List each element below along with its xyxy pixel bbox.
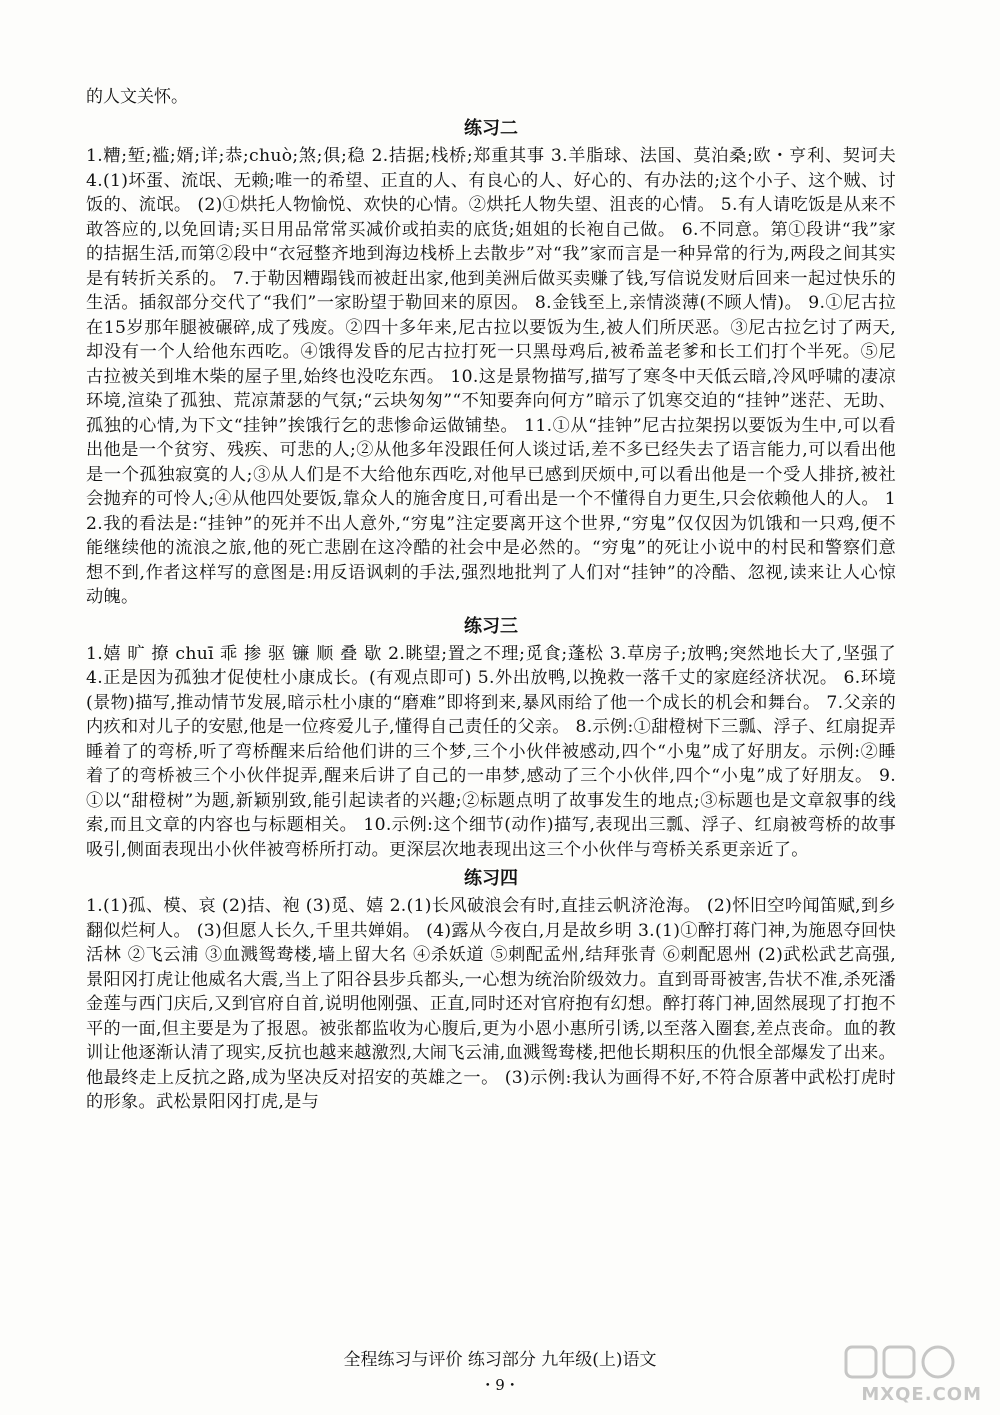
watermark-logo-icon (838, 1343, 988, 1387)
footer-book-title: 全程练习与评价 练习部分 九年级(上)语文 (343, 1350, 657, 1370)
section-body: 1.(1)孤、模、哀 (2)拮、袍 (3)觅、嬉 2.(1)长风破浪会有时,直挂云帆济沧海。 (2)怀旧空吟闻笛赋,到乡翻似烂柯人。 (3)但愿人长久,千里共婵娟。 (4)露从今夜白,月是故乡明 3.(1)①醉打蒋门神,为施恩夺回快活林 ②飞云浦 ③血溅鸳鸯楼,墙上留大名 ④杀妖道 ⑤刺配孟州,结拜张青 ⑥刺配恩州 (2)武松武艺高强,景阳冈打虎让他威名大震,当上了阳谷县步兵都头,一心想为统治阶级效力。直到哥哥被害,告状不准,杀死潘金莲与西门庆后,又到官府自首,说明他刚强、正直,同时还对官府抱有幻想。醉打蒋门神,固然展现了打抱不平的一面,但主要是为了报恩。被张都监收为心腹后,更为小恩小惠所引诱,以至落入圈套,差点丧命。血的教训让他逐渐认清了现实,反抗也越来越激烈,大闹飞云浦,血溅鸳鸯楼,把他长期积压的仇恨全部爆发了出来。他最终走上反抗之路,成为坚决反对招安的英雄之一。 (3)示例:我认为画得不好,不符合原著中武松打虎时的形象。武松景阳冈打虎,是与 (86, 896, 896, 1112)
section-title: 练习四 (464, 868, 518, 889)
page-number: ・9・ (480, 1376, 520, 1394)
section-body: 1.糟;堑;褴;婿;详;恭;chuò;煞;俱;稳 2.拮据;栈桥;郑重其事 3.羊脂球、法国、莫泊桑;欧・亨利、契诃夫 4.(1)坏蛋、流氓、无赖;唯一的希望、正直的人、有良心的人、好心的、有办法的;这个小子、这个贼、讨饭的、流氓。 (2)①烘托人物愉悦、欢快的心情。②烘托人物失望、沮丧的心情。 5.有人请吃饭是从来不敢答应的,以免回请;买日用品常常买减价或拍卖的底货;姐姐的长袍自己做。 6.不同意。第①段讲“我”家的拮据生活,而第②段中“衣冠整齐地到海边栈桥上去散步”对“我”家而言是一种异常的行为,两段之间其实是有转折关系的。 7.于勒因糟蹋钱而被赶出家,他到美洲后做买卖赚了钱,写信说发财后回来一起过快乐的生活。插叙部分交代了“我们”一家盼望于勒回来的原因。 8.金钱至上,亲情淡薄(不顾人情)。 9.①尼古拉在15岁那年腿被碾碎,成了残废。②四十多年来,尼古拉以要饭为生,被人们所厌恶。③尼古拉乞讨了两天,却没有一个人给他东西吃。④饿得发昏的尼古拉打死一只黑母鸡后,被希盖老爹和长工们打个半死。⑤尼古拉被关到堆木柴的屋子里,始终也没吃东西。 10.这是景物描写,描写了寒冬中天低云暗,冷风呼啸的凄凉环境,渲染了孤独、荒凉萧瑟的气氛;“云块匆匆”“不知要奔向何方”暗示了饥寒交迫的“挂钟”迷茫、无助、孤独的心情,为下文“挂钟”挨饿行乞的悲惨命运做铺垫。 11.①从“挂钟”尼古拉架拐以要饭为生中,可以看出他是一个贫穷、残疾、可悲的人;②从他多年没跟任何人谈过话,差不多已经失去了语言能力,可以看出他是一个孤独寂寞的人;③从人们是不大给他东西吃,对他早已感到厌烦中,可以看出他是一个受人排挤,被社会抛弃的可怜人;④从他四处要饭,靠众人的施舍度日,可看出是一个不懂得自力更生,只会依赖他人的人。 12.我的看法是:“挂钟”的死并不出人意外,“穷鬼”注定要离开这个世界,“穷鬼”仅仅因为饥饿和一只鸡,便不能继续他的流浪之旅,他的死亡悲剧在这冷酷的社会中是必然的。“穷鬼”的死让小说中的村民和警察们意想不到,作者这样写的意图是:用反语讽刺的手法,强烈地批判了人们对“挂钟”的冷酷、忽视,读来让人心惊动魄。 (86, 146, 896, 607)
watermark-site: MXQE.COM (861, 1384, 982, 1405)
section-exercise-4 (86, 864, 896, 1115)
watermark-logo (838, 1343, 988, 1407)
section-title: 练习二 (464, 118, 518, 139)
section-exercise-2 (86, 114, 896, 610)
section-body: 1.嬉 旷 撩 chuī 乖 掺 驱 镰 顺 叠 歇 2.眺望;置之不理;觅食;蓬松 3.草房子;放鸭;突然地长大了,坚强了 4.正是因为孤独才促使杜小康成长。(有观点即可) 5.外出放鸭,以挽救一落千丈的家庭经济状况。 6.环境(景物)描写,推动情节发展,暗示杜小康的“磨难”即将到来,暴风雨给了他一个成长的机会和舞台。 7.父亲的内疚和对儿子的安慰,他是一位疼爱儿子,懂得自己责任的父亲。 8.示例:①甜橙树下三瓢、浮子、红扇捉弄睡着了的弯桥,听了弯桥醒来后给他们讲的三个梦,三个小伙伴被感动,四个“小鬼”成了好朋友。示例:②睡着了的弯桥被三个小伙伴捉弄,醒来后讲了自己的一串梦,感动了三个小伙伴,四个“小鬼”成了好朋友。 9.①以“甜橙树”为题,新颖别致,能引起读者的兴趣;②标题点明了故事发生的地点;③标题也是文章叙事的线索,而且文章的内容也与标题相关。 10.示例:这个细节(动作)描写,表现出三瓢、浮子、红扇被弯桥的故事吸引,侧面表现出小伙伴被弯桥所打动。更深层次地表现出这三个小伙伴与弯桥关系更亲近了。 (86, 643, 896, 860)
page-content (86, 82, 896, 1115)
section-title: 练习三 (464, 615, 518, 637)
intro-line: 的人文关怀。 (86, 87, 188, 107)
section-exercise-3 (86, 612, 896, 863)
